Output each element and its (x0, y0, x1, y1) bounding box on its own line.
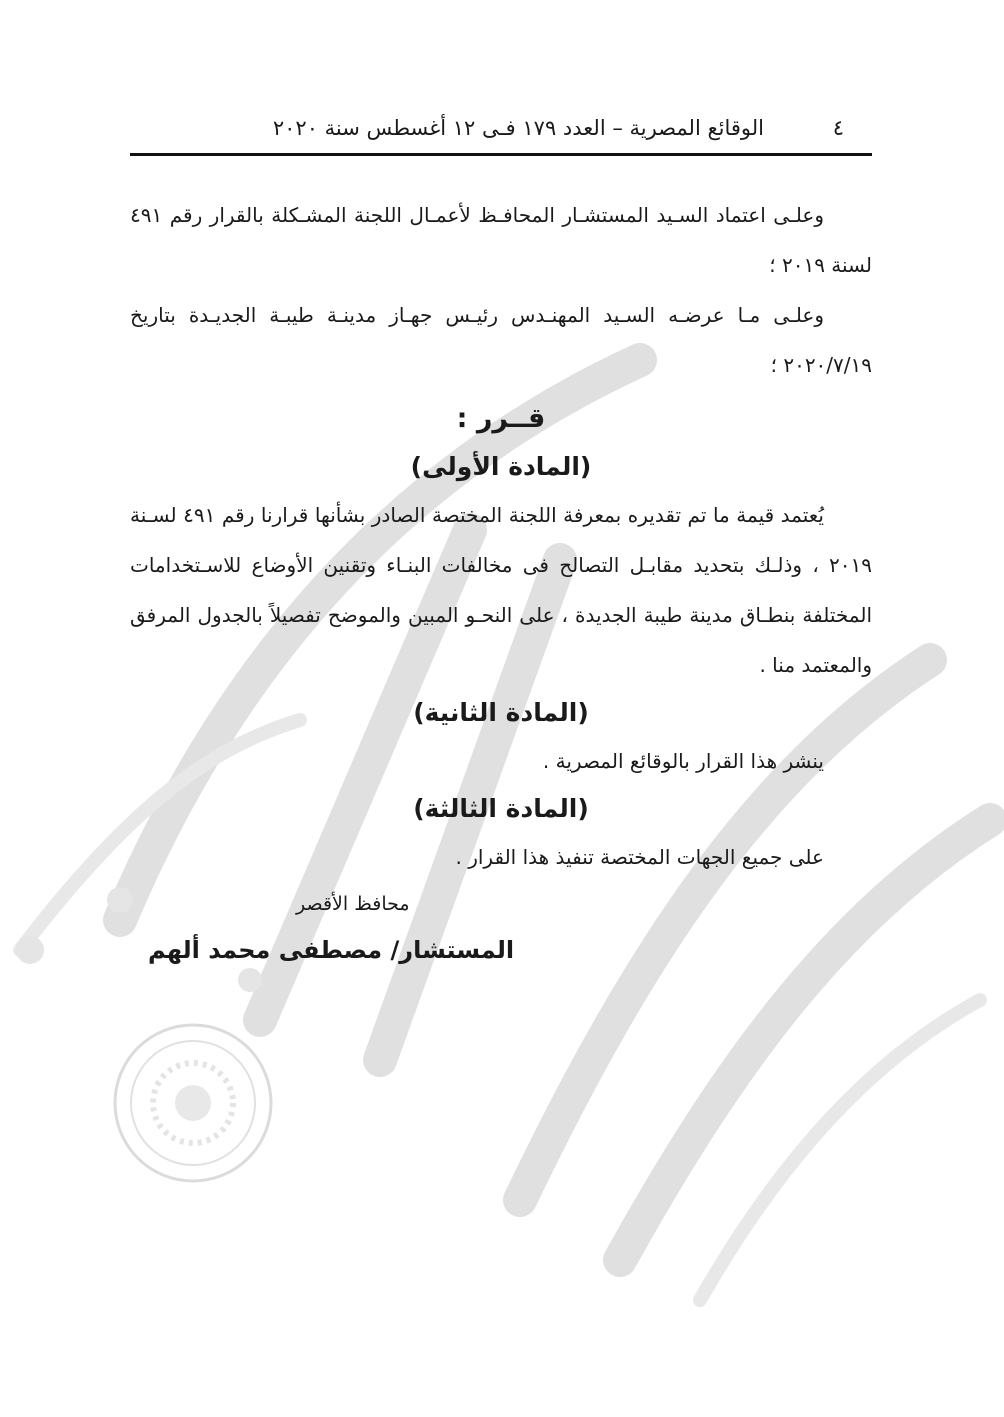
page-header (130, 112, 872, 150)
preamble-paragraph-2: وعلـى مـا عرضـه السـيد المهنـدس رئيـس جهـاز مدينـة طيبـة الجديـدة بتاريخ ٢٠٢٠/٧/١٩ ؛ (130, 303, 872, 377)
signatory-title: محافظ الأقصر (296, 893, 410, 915)
article-2-heading: (المادة الثانية) (413, 698, 589, 727)
page-number: ٤ (832, 116, 844, 140)
article-1-text: يُعتمد قيمة ما تم تقديره بمعرفة اللجنة المختصة الصادر بشأنها قرارنا رقم ٤٩١ لسـنة ٢٠١٩ ، وذلـك بتحديد مقابـل التصالح فى مخالفات البنـاء وتقنين الأوضاع للاسـتخدامات المختلفة بنطـاق مدينة طيبة الجديدة ، على النحـو المبين والموضح تفصيلاً بالجدول المرفق والمعتمد منا . (130, 503, 872, 677)
article-3-heading: (المادة الثالثة) (413, 794, 589, 823)
article-2-text: ينشر هذا القرار بالوقائع المصرية . (542, 749, 824, 773)
article-3-text: على جميع الجهات المختصة تنفيذ هذا القرار . (455, 845, 824, 869)
article-1-heading: (المادة الأولى) (410, 452, 592, 481)
header-title: الوقائع المصرية – العدد ١٧٩ فـى ١٢ أغسطس سنة ٢٠٢٠ (272, 116, 764, 140)
header-divider (130, 153, 872, 156)
preamble-paragraph-1: وعلـى اعتماد السـيد المستشـار المحافـظ لأعمـال اللجنة المشـكلة بالقرار رقم ٤٩١ لسنة ٢٠١٩ ؛ (130, 203, 872, 277)
decree-heading: قــرر : (456, 403, 546, 434)
seal-emblem (98, 1018, 288, 1188)
signatory-name: المستشار/ مصطفى محمد ألهم (148, 936, 515, 964)
document-body (130, 190, 872, 882)
